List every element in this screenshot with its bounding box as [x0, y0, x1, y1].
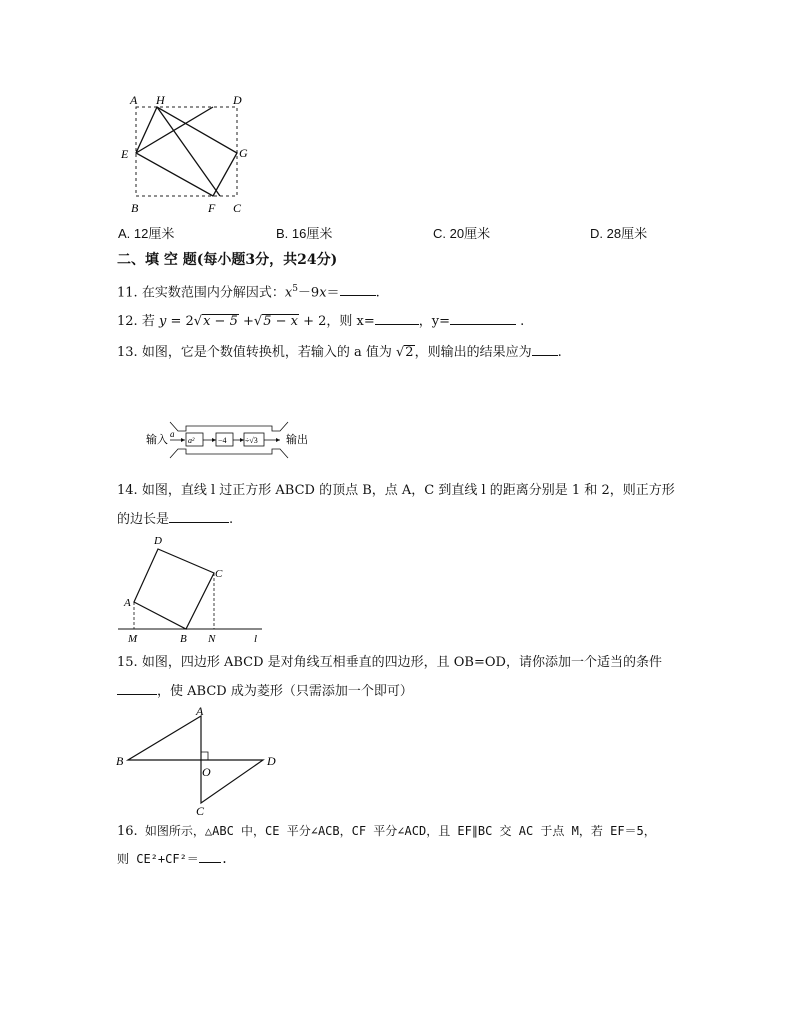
machine-box1-label: a² [188, 436, 195, 445]
sq-label-l: l [254, 633, 258, 645]
machine-a-label: a [170, 429, 175, 439]
q11-minus9: －9 [297, 285, 320, 301]
q16-line2: 则 CE²+CF²＝ [117, 852, 199, 866]
q12-end: . [520, 314, 525, 329]
q12-y: y [158, 314, 167, 329]
choice-d[interactable]: D. 28厘米 [590, 226, 648, 241]
machine-box2-label: −4 [218, 436, 227, 445]
choice-c[interactable]: C. 20厘米 [433, 226, 491, 241]
q16-line1: 如图所示，△ABC 中，CE 平分∠ACB，CF 平分∠ACD，且 EF∥BC 交 AC 于点 M，若 EF＝5， [144, 824, 656, 838]
q13-end: . [557, 345, 562, 360]
rh-label-D: D [267, 754, 276, 768]
q16-end: . [220, 852, 229, 866]
label-C: C [233, 201, 242, 215]
question-14-line2 [117, 509, 233, 529]
q14-line2: 的边长是 [117, 512, 170, 527]
choice-b[interactable]: B. 16厘米 [276, 226, 333, 241]
q13-answer-blank[interactable] [532, 342, 558, 356]
q12-plus: + [242, 314, 254, 329]
q16-number: 16. [117, 824, 138, 839]
q15-line2: ，使 ABCD 成为菱形（只需添加一个即可） [157, 684, 413, 699]
q14-line1: 如图，直线 l 过正方形 ABCD 的顶点 B，点 A，C 到直线 l 的距离分别是 1 和 2，则正方形 [141, 483, 675, 498]
figure-rhombus-abcd [112, 703, 282, 818]
figure-square-abcd [110, 532, 270, 647]
rh-label-A: A [196, 704, 204, 718]
q11-text: 在实数范围内分解因式： [141, 285, 285, 301]
q12-yeq: ，y= [418, 314, 450, 329]
q11-var-x: x [284, 285, 293, 301]
question-13 [117, 342, 562, 362]
q14-answer-blank[interactable] [169, 509, 229, 523]
sq-label-A: A [124, 597, 131, 609]
q11-exponent: 5 [292, 284, 298, 294]
q12-tail: + 2 [303, 314, 327, 329]
q11-answer-blank[interactable] [340, 282, 376, 296]
label-H: H [156, 93, 165, 107]
q11-var-x2: x [319, 285, 327, 301]
label-D: D [233, 93, 242, 107]
q12-radical-sign-2: √ [253, 314, 263, 329]
rh-label-C: C [196, 804, 205, 818]
rh-label-B: B [116, 754, 124, 768]
sq-label-N: N [208, 633, 216, 645]
q12-radical-sign: √ [193, 314, 203, 329]
question-16-line2 [117, 849, 228, 868]
question-12 [117, 311, 524, 331]
question-15-line2 [117, 681, 413, 701]
section-title: 二、填 空 题(每小题3分，共24分) [117, 252, 338, 268]
sq-label-D: D [154, 535, 162, 547]
choice-a[interactable]: A. 12厘米 [118, 226, 175, 241]
q15-number: 15. [117, 655, 138, 670]
q13-text1: 如图，它是个数值转换机，若输入的 a 值为 [141, 345, 392, 360]
q11-end: . [375, 285, 380, 301]
q12-mid: ，则 x= [326, 314, 375, 329]
sq-label-C: C [215, 568, 223, 580]
q14-end: . [229, 512, 234, 527]
question-16-line1 [117, 822, 656, 841]
figure-number-machine [140, 414, 320, 464]
figure-rectangle-efgh [112, 88, 262, 218]
q12-eq: = 2 [170, 314, 194, 329]
label-B: B [131, 201, 139, 215]
label-A: A [130, 93, 138, 107]
q12-y-blank[interactable] [450, 311, 516, 325]
q14-number: 14. [117, 483, 138, 498]
q12-radicand-1: x − 5 [203, 314, 238, 329]
sq-label-M: M [128, 633, 138, 645]
q13-radicand: 2 [405, 345, 414, 360]
question-15-line1 [117, 654, 662, 672]
q12-number: 12. [117, 314, 138, 329]
question-11 [117, 280, 380, 302]
question-14-line1 [117, 482, 675, 500]
q15-answer-blank[interactable] [117, 681, 157, 695]
q13-number: 13. [117, 345, 138, 360]
machine-input-label: 输入 [146, 434, 168, 446]
rh-label-O: O [202, 765, 211, 779]
q16-answer-blank[interactable] [199, 849, 221, 863]
machine-box3-label: ÷√3 [245, 436, 258, 445]
q11-number: 11. [117, 285, 138, 301]
label-G: G [239, 146, 248, 160]
q15-line1: 如图，四边形 ABCD 是对角线互相垂直的四边形，且 OB=OD，请你添加一个适当的条件 [141, 655, 662, 670]
q12-radicand-2: 5 − x [263, 314, 298, 329]
q13-radical-sign: √ [395, 345, 405, 360]
machine-output-label: 输出 [286, 434, 308, 446]
q11-eq: ＝ [326, 285, 340, 301]
label-F: F [208, 201, 216, 215]
label-E: E [121, 147, 129, 161]
sq-label-B: B [180, 633, 187, 645]
q12-x-blank[interactable] [375, 311, 419, 325]
q13-text2: ，则输出的结果应为 [414, 345, 532, 360]
q12-pre: 若 [141, 314, 155, 329]
